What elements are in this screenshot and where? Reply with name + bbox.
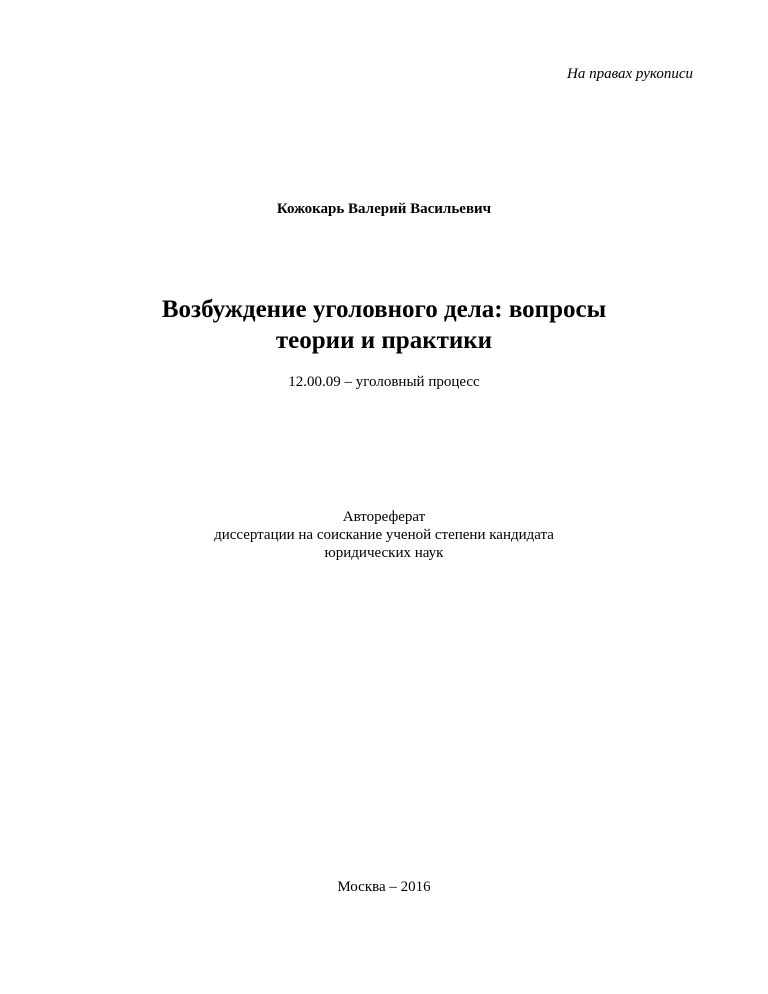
- manuscript-rights-note: На правах рукописи: [567, 66, 693, 82]
- dissertation-title: [0, 294, 768, 356]
- title-line-2: теории и практики: [275, 327, 493, 354]
- title-line-1: Возбуждение уголовного дела: вопросы: [161, 296, 607, 323]
- abstract-line-2: диссертации на соискание ученой степени кандидата: [214, 527, 554, 543]
- city-and-year: Москва – 2016: [337, 879, 431, 895]
- author-name: Кожокарь Валерий Васильевич: [276, 201, 492, 217]
- abstract-line-3: юридических наук: [324, 545, 444, 561]
- abstract-line-1: Автореферат: [342, 509, 426, 525]
- abstract-description: [0, 508, 768, 562]
- specialty-code: 12.00.09 – уголовный процесс: [288, 374, 480, 390]
